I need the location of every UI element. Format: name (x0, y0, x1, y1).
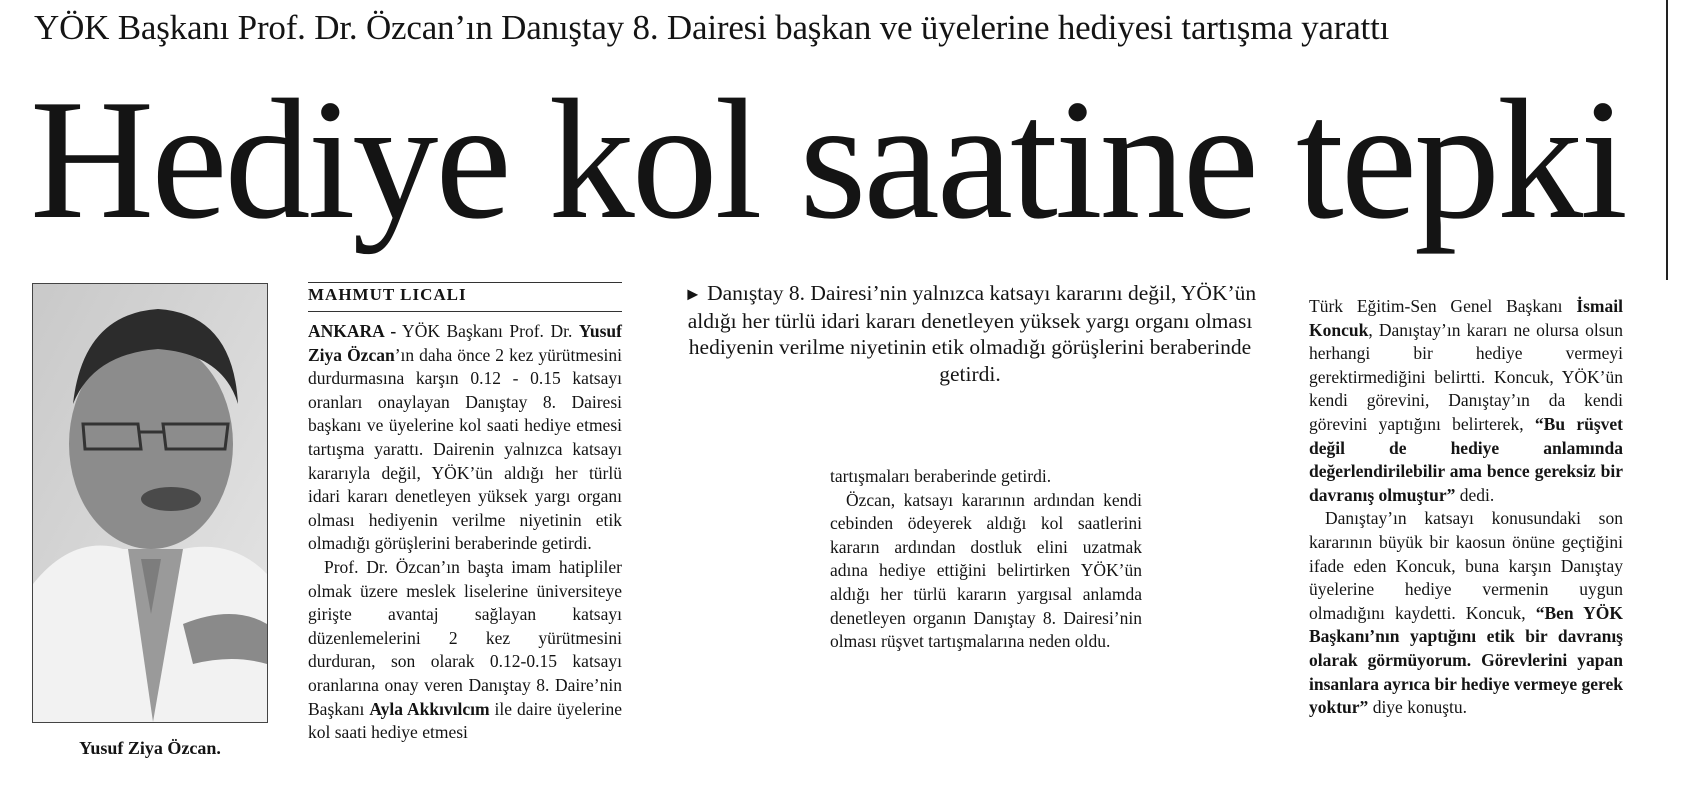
column-rule (1666, 0, 1668, 280)
kicker-headline: YÖK Başkanı Prof. Dr. Özcan’ın Danıştay 8. Dairesi başkan ve üyelerine hediyesi tartışma yarattı (34, 8, 1390, 47)
byline-bottom-rule (308, 311, 622, 312)
person-name: Yusuf Ziya Özcan (308, 321, 622, 365)
portrait-illustration (33, 284, 267, 722)
paragraph: Türk Eğitim-Sen Genel Başkanı İsmail Koncuk, Danıştay’ın kararı ne olursa olsun herhangi bir hediye vermeyi gerektirmediğini belirtti. Koncuk, YÖK’ün kendi görevini, Danıştay’ın da kendi görevini yaptığını belirterek, “Bu rüşvet değil de hediye anlamında değerlendirilebilir ama bence gereksiz bir davranış olmuştur” dedi. (1309, 296, 1624, 505)
paragraph: Danıştay’ın katsayı konusundaki son kararının büyük bir kaosun önüne geçtiğini ifade eden Koncuk, buna karşın Danıştay üyelerine hediye vermenin uygun olmadığını kaydetti. Koncuk, “Ben YÖK Başkanı’nın yaptığını etik bir davranış olarak görmüyorum. Görevlerini yapan insanlara ayrıca bir hediye vermeye gerek yoktur” diye konuştu. (1309, 508, 1623, 718)
person-name: İsmail Koncuk (1309, 296, 1623, 340)
spot-summary: ► Danıştay 8. Dairesi’nin yalnızca katsayı kararını değil, YÖK’ün aldığı her türlü idari kararı denetleyen yüksek yargı organı olması hediyenin verilme niyetinin etik olmadığı görüşlerini beraberinde getirdi. (683, 281, 1257, 386)
person-name: Ayla Akkıvılcım (369, 698, 490, 719)
paragraph: ANKARA - YÖK Başkanı Prof. Dr. Yusuf Ziya Özcan’ın daha önce 2 kez yürütmesini durdurmasına karşın 0.12 - 0.15 katsayı oranları onaylayan Danıştay 8. Dairesi başkanı ve üyelerine kol saati hediye etmesi tartışma yarattı. Dairenin yalnızca katsayı kararıyla değil, YÖK’ün aldığı her türlü idari kararı denetleyen yüksek yargı organı olması hediyenin verilme niyetinin etik olmadığı görüşlerini beraberinde getirdi. (308, 321, 622, 554)
article-column-3 (1309, 295, 1623, 720)
byline: MAHMUT LICALI (308, 285, 467, 304)
quote: “Ben YÖK Başkanı’nın yaptığını etik bir davranış olarak görmüyorum. Görevlerini yapan insanlara ayrıca bir hediye vermeye gerek yoktur” (1309, 602, 1623, 718)
byline-top-rule (308, 282, 622, 283)
paragraph: Özcan, katsayı kararının ardından kendi cebinden ödeyerek aldığı kol saatlerini kararın ardından dostluk elini uzatmak adına hediye ettiğini belirtirken YÖK’ün aldığı her türlü kararın yargısal anlamda denetleyen organın Danıştay 8. Dairesi’nin olması rüşvet tartışmalarına neden oldu. (830, 489, 1142, 652)
main-headline: Hediye kol saatine tepki (30, 65, 1625, 255)
article-column-2 (830, 465, 1142, 654)
dateline: ANKARA - (308, 321, 397, 341)
photo-caption: Yusuf Ziya Özcan. (79, 738, 221, 758)
article-column-1 (308, 320, 622, 745)
paragraph: tartışmaları beraberinde getirdi. (830, 466, 1052, 486)
triangle-bullet-icon: ► (683, 284, 702, 304)
quote: “Bu rüşvet değil de hediye anlamında değerlendirilebilir ama bence gereksiz bir davranış olmuştur” (1309, 413, 1624, 505)
portrait-photo (32, 283, 268, 723)
paragraph: Prof. Dr. Özcan’ın başta imam hatipliler olmak üzere meslek liselerine üniversiteye girişte avantaj sağlayan katsayı düzenlemelerini 2 kez yürütmesini durduran, son olarak 0.12-0.15 katsayı oranlarına onay veren Danıştay 8. Daire’nin Başkanı Ayla Akkıvılcım ile daire üyelerine kol saati hediye etmesi (308, 556, 622, 743)
